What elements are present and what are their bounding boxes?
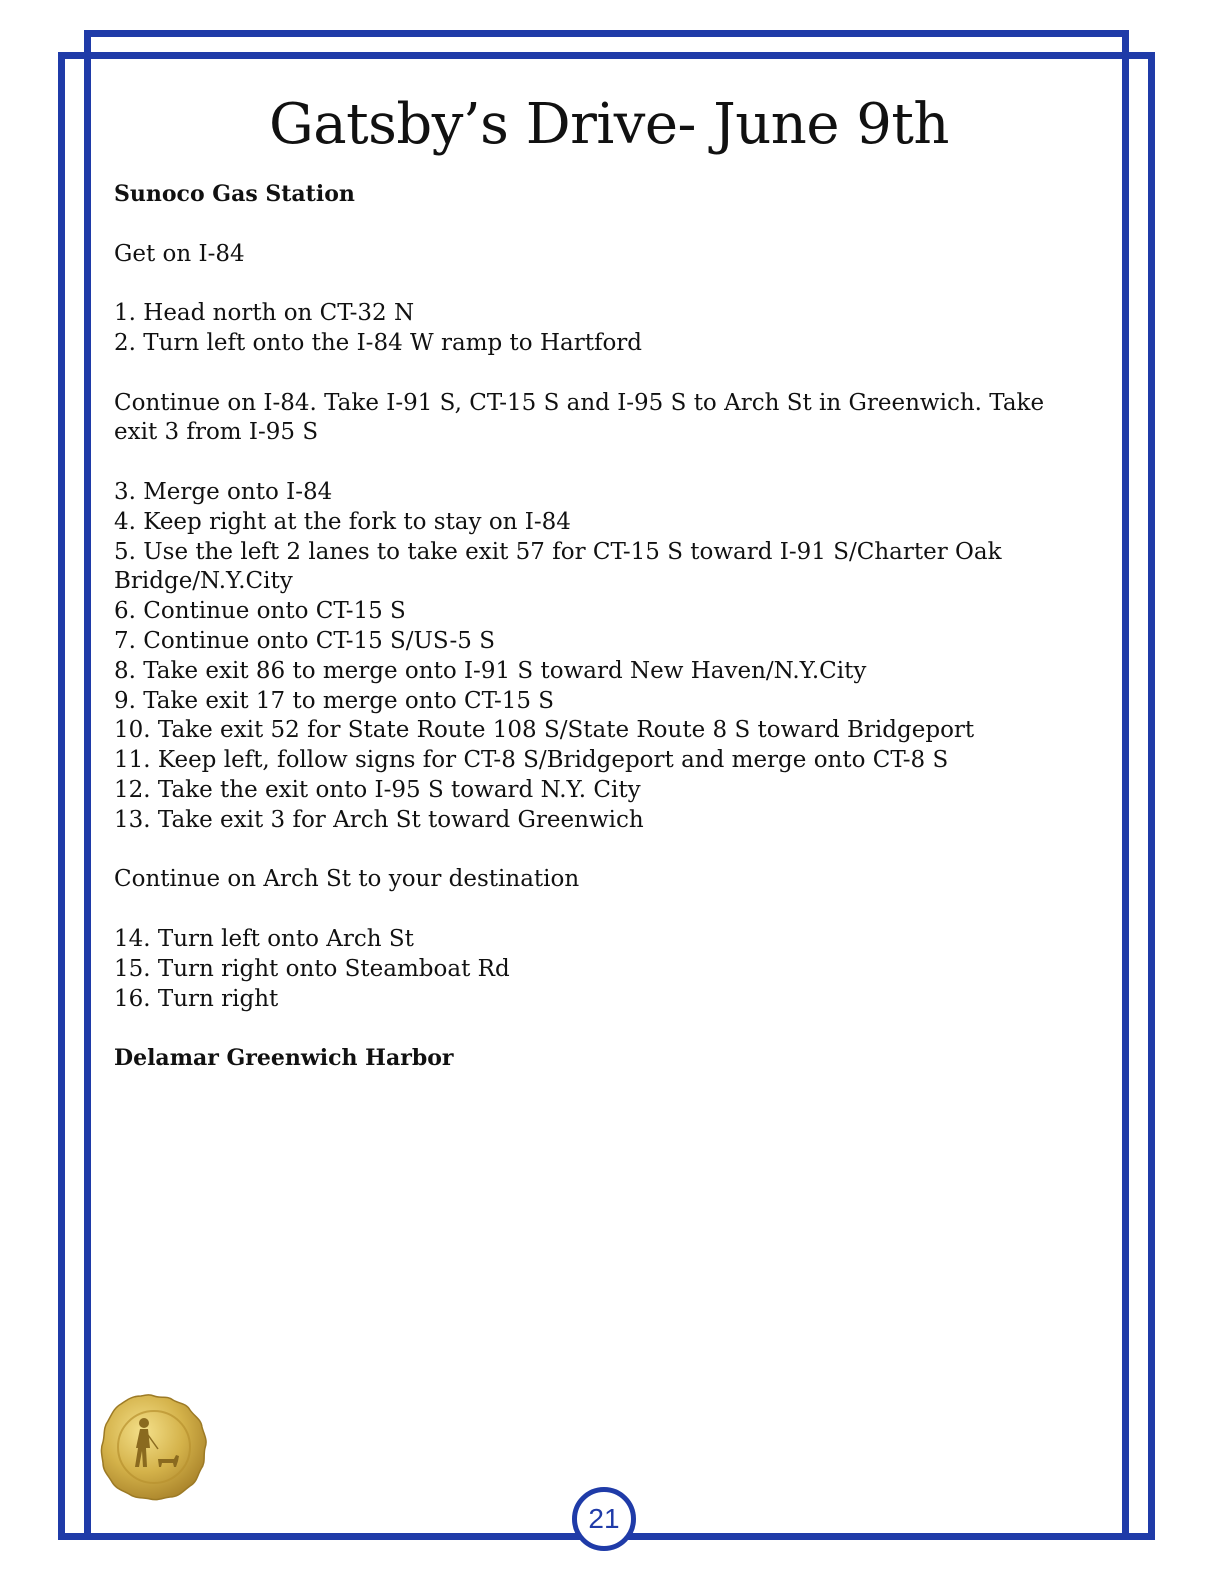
destination: Delamar Greenwich Harbor (114, 1045, 454, 1072)
section1-heading: Get on I-84 (114, 240, 245, 267)
step: 13. Take exit 3 for Arch St toward Greenwich (114, 806, 644, 833)
page-title: Gatsby’s Drive- June 9th (269, 92, 949, 157)
step: 10. Take exit 52 for State Route 108 S/State Route 8 S toward Bridgeport (114, 717, 975, 744)
section2-heading: exit 3 from I-95 S (114, 419, 319, 446)
step: 1. Head north on CT-32 N (114, 300, 415, 327)
step: 14. Turn left onto Arch St (114, 925, 414, 952)
start-location: Sunoco Gas Station (114, 181, 355, 207)
step: 4. Keep right at the fork to stay on I-84 (114, 508, 571, 535)
step: 6. Continue onto CT-15 S (114, 598, 406, 625)
step: 11. Keep left, follow signs for CT-8 S/Bridgeport and merge onto CT-8 S (114, 747, 949, 774)
step: 12. Take the exit onto I-95 S toward N.Y. City (114, 776, 641, 803)
section3-heading: Continue on Arch St to your destination (114, 866, 580, 893)
step: 7. Continue onto CT-15 S/US-5 S (114, 627, 496, 654)
document-content (114, 80, 1104, 1074)
walking-man-with-dog-seal-icon (100, 1393, 208, 1501)
step: 2. Turn left onto the I-84 W ramp to Hartford (114, 329, 643, 356)
section2-heading: Continue on I-84. Take I-91 S, CT-15 S and I-95 S to Arch St in Greenwich. Take (114, 389, 1045, 416)
step: 9. Take exit 17 to merge onto CT-15 S (114, 687, 555, 714)
step: 5. Use the left 2 lanes to take exit 57 for CT-15 S toward I-91 S/Charter Oak (114, 538, 1002, 565)
step: Bridge/N.Y.City (114, 568, 293, 595)
step: 3. Merge onto I-84 (114, 478, 333, 505)
page-number: 21 (572, 1487, 636, 1551)
step: 15. Turn right onto Steamboat Rd (114, 955, 510, 982)
step: 8. Take exit 86 to merge onto I-91 S toward New Haven/N.Y.City (114, 657, 867, 684)
step: 16. Turn right (114, 985, 279, 1012)
